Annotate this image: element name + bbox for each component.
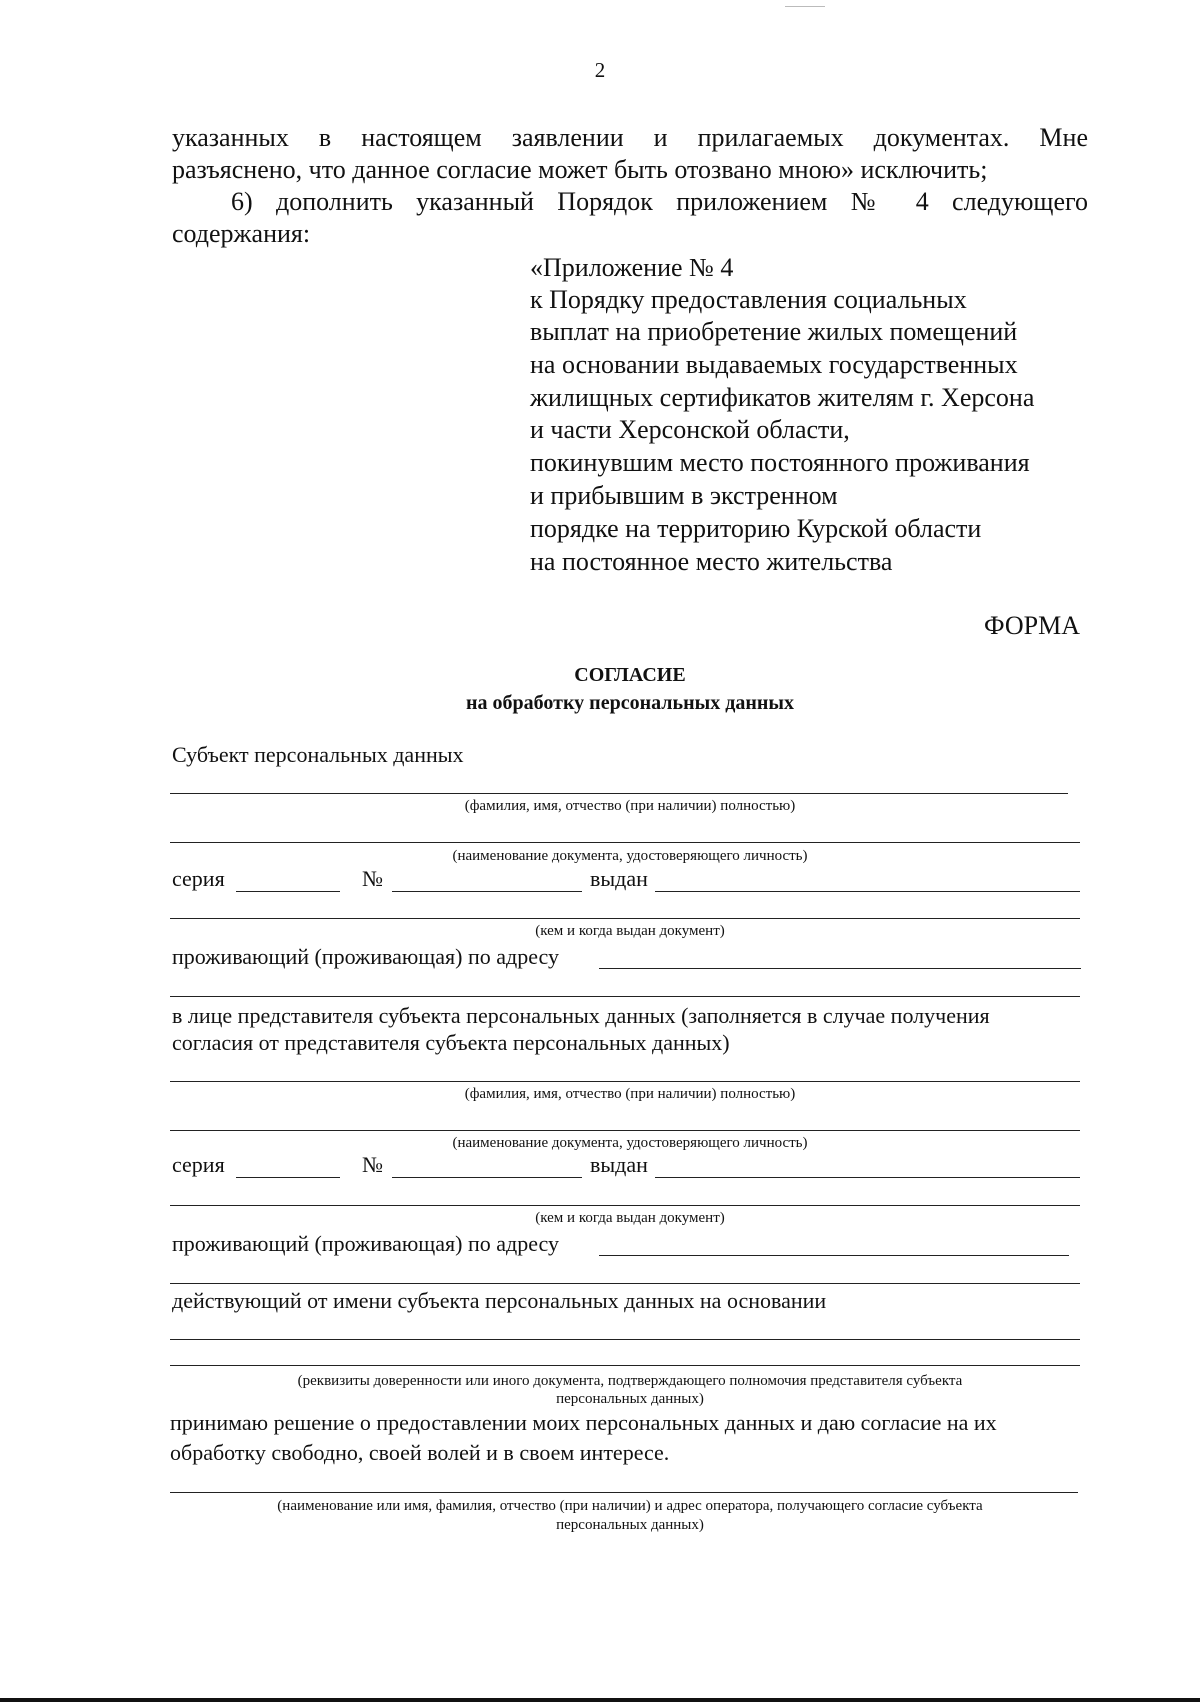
representative-address-field[interactable] [599, 1255, 1069, 1256]
appendix-line-8: и прибывшим в экстренном [530, 481, 838, 510]
subject-document-caption: (наименование документа, удостоверяющего личность) [452, 848, 808, 864]
representative-series-label: серия [172, 1152, 225, 1177]
subject-document-field[interactable] [170, 842, 1080, 843]
appendix-line-4: на основании выдаваемых государственных [530, 350, 1018, 379]
appendix-line-3: выплат на приобретение жилых помещений [530, 317, 1018, 346]
appendix-line-9: порядке на территорию Курской области [530, 514, 982, 543]
subject-address-label: проживающий (проживающая) по адресу [172, 944, 559, 969]
subject-series-label: серия [172, 866, 225, 891]
representative-number-field[interactable] [392, 1177, 582, 1178]
intro-line-4: содержания: [172, 219, 311, 248]
subject-issued-caption: (кем и когда выдан документ) [535, 923, 725, 939]
representative-address-field-2[interactable] [170, 1283, 1080, 1284]
decision-line-1: принимаю решение о предоставлении моих персональных данных и даю согласие на их [170, 1410, 997, 1435]
decision-line-2: обработку свободно, своей волей и в своем интересе. [170, 1440, 670, 1465]
subject-series-field[interactable] [236, 891, 340, 892]
appendix-line-2: к Порядку предоставления социальных [530, 285, 967, 314]
representative-text-line-1: в лице представителя субъекта персональных данных (заполняется в случае получения [172, 1003, 990, 1028]
subject-number-label: № [362, 866, 383, 891]
representative-text-line-2: согласия от представителя субъекта персональных данных) [172, 1030, 730, 1055]
intro-line-2: разъяснено, что данное согласие может быть отозвано мною» исключить; [172, 155, 988, 184]
form-label: ФОРМА [984, 611, 1080, 640]
representative-fio-field[interactable] [170, 1081, 1080, 1082]
representative-power-caption-line-2: персональных данных) [556, 1391, 704, 1407]
scan-bottom-edge [0, 1698, 1200, 1702]
appendix-line-5: жилищных сертификатов жителям г. Херсона [530, 383, 1035, 412]
page-number: 2 [594, 58, 606, 82]
representative-document-caption: (наименование документа, удостоверяющего личность) [452, 1135, 808, 1151]
appendix-line-7: покинувшим место постоянного проживания [530, 448, 1030, 477]
representative-issued-label: выдан [590, 1152, 648, 1177]
subject-number-field[interactable] [392, 891, 582, 892]
subject-fio-field[interactable] [170, 793, 1068, 794]
subject-label: Субъект персональных данных [172, 742, 464, 767]
subject-address-field[interactable] [599, 968, 1081, 969]
intro-line-1: указанных в настоящем заявлении и прилагаемых документах. Мне [172, 123, 1088, 152]
representative-power-field[interactable] [170, 1339, 1080, 1340]
representative-issued-field[interactable] [655, 1177, 1080, 1178]
representative-power-caption-line-1: (реквизиты доверенности или иного документа, подтверждающего полномочия представителя субъекта [297, 1373, 963, 1389]
representative-series-field[interactable] [236, 1177, 340, 1178]
subject-fio-caption: (фамилия, имя, отчество (при наличии) полностью) [464, 798, 796, 814]
representative-acting-label: действующий от имени субъекта персональных данных на основании [172, 1288, 827, 1313]
appendix-line-1: «Приложение № 4 [530, 253, 734, 282]
subject-issued-field[interactable] [655, 891, 1080, 892]
scan-artifact [785, 6, 825, 7]
operator-field[interactable] [170, 1492, 1078, 1493]
consent-subtitle: на обработку персональных данных [466, 692, 794, 714]
representative-issued-field-2[interactable] [170, 1205, 1080, 1206]
subject-address-field-2[interactable] [170, 996, 1080, 997]
representative-number-label: № [362, 1152, 383, 1177]
representative-document-field[interactable] [170, 1130, 1080, 1131]
representative-power-field-2[interactable] [170, 1365, 1080, 1366]
operator-caption-line-2: персональных данных) [556, 1517, 704, 1533]
intro-line-3: 6) дополнить указанный Порядок приложением № 4 следующего [231, 187, 1088, 216]
consent-title: СОГЛАСИЕ [574, 664, 686, 686]
subject-issued-label: выдан [590, 866, 648, 891]
representative-address-label: проживающий (проживающая) по адресу [172, 1231, 559, 1256]
appendix-line-10: на постоянное место жительства [530, 547, 893, 576]
representative-issued-caption: (кем и когда выдан документ) [535, 1210, 725, 1226]
appendix-line-6: и части Херсонской области, [530, 415, 850, 444]
representative-fio-caption: (фамилия, имя, отчество (при наличии) полностью) [464, 1086, 796, 1102]
subject-issued-field-2[interactable] [170, 918, 1080, 919]
operator-caption-line-1: (наименование или имя, фамилия, отчество (при наличии) и адрес оператора, получающего согласие субъекта [277, 1498, 983, 1514]
